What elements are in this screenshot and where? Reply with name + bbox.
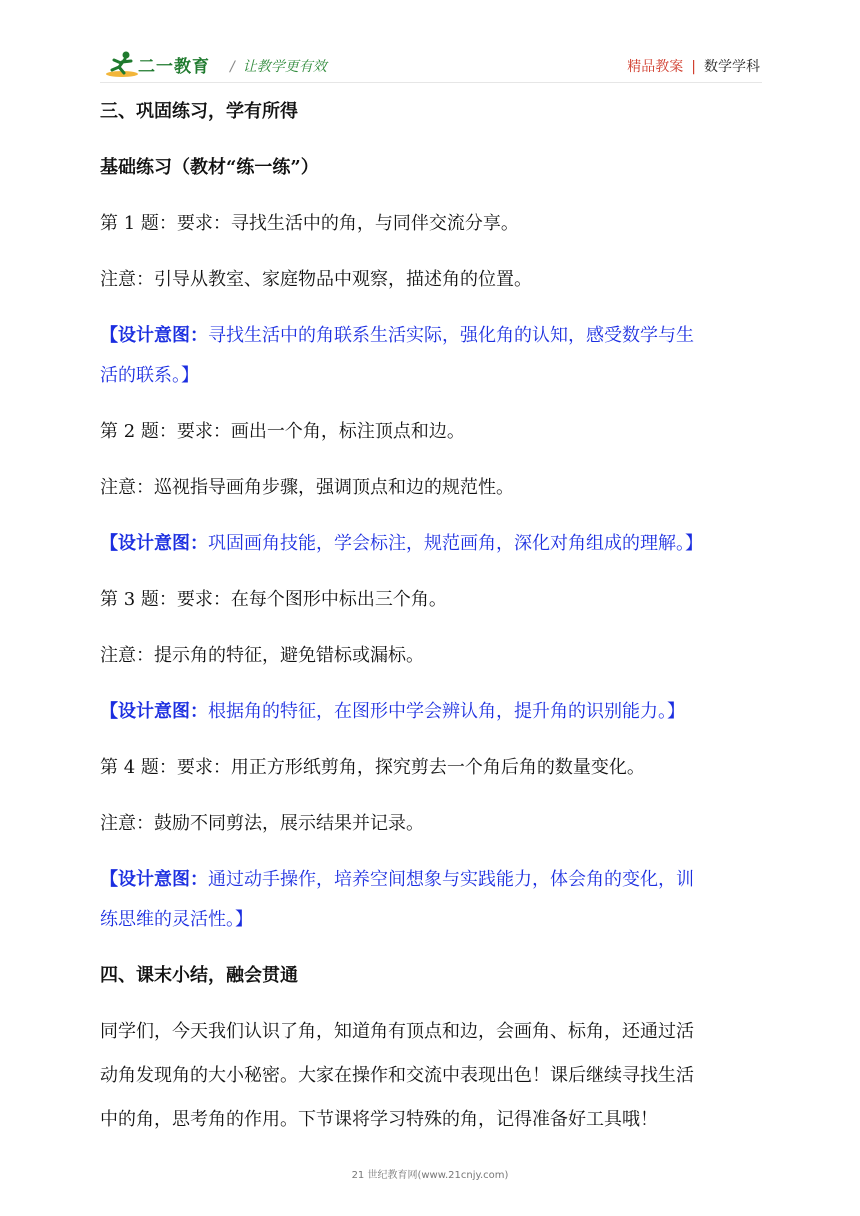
design-intent-text: 寻找生活中的角联系生活实际，强化角的认知，感受数学与生	[208, 325, 694, 346]
design-intent-3	[100, 696, 762, 728]
summary-line-2: 动角发现角的大小秘密。大家在操作和交流中表现出色！课后继续寻找生活	[100, 1065, 694, 1086]
page-footer: 21 世纪教育网(www.21cnjy.com)	[351, 1170, 509, 1181]
logo-text: 二一教育	[138, 57, 210, 77]
question-4: 第 4 题：要求：用正方形纸剪角，探究剪去一个角后角的数量变化。	[100, 757, 645, 778]
design-intent-text: 练思维的灵活性。】	[100, 909, 253, 930]
question-1-note: 注意：引导从教室、家庭物品中观察，描述角的位置。	[100, 269, 532, 290]
tag-premium-lesson: 精品教案	[627, 59, 684, 75]
design-intent-1	[100, 320, 762, 352]
design-intent-2	[100, 528, 762, 560]
question-2: 第 2 题：要求：画出一个角，标注顶点和边。	[100, 421, 465, 442]
design-intent-label: 【设计意图：	[100, 701, 208, 722]
document-body	[100, 96, 762, 1136]
design-intent-text: 巩固画角技能，学会标注，规范画角，深化对角组成的理解。】	[208, 533, 703, 554]
summary-line-3: 中的角，思考角的作用。下节课将学习特殊的角，记得准备好工具哦！	[100, 1109, 658, 1130]
tag-subject: 数学学科	[704, 59, 760, 75]
design-intent-text: 通过动手操作，培养空间想象与实践能力，体会角的变化，训	[208, 869, 694, 890]
question-4-note: 注意：鼓励不同剪法，展示结果并记录。	[100, 813, 424, 834]
question-1: 第 1 题：要求：寻找生活中的角，与同伴交流分享。	[100, 213, 519, 234]
design-intent-text: 活的联系。】	[100, 365, 199, 386]
question-3: 第 3 题：要求：在每个图形中标出三个角。	[100, 589, 447, 610]
slogan	[230, 56, 327, 76]
slogan-separator: /	[230, 59, 235, 75]
design-intent-text: 根据角的特征，在图形中学会辨认角，提升角的识别能力。】	[208, 701, 685, 722]
section4-title: 四、课末小结，融会贯通	[100, 965, 298, 986]
design-intent-4-cont	[100, 904, 762, 936]
tag-separator: |	[691, 59, 696, 75]
design-intent-label: 【设计意图：	[100, 869, 208, 890]
question-3-note: 注意：提示角的特征，避免错标或漏标。	[100, 645, 424, 666]
design-intent-1-cont	[100, 360, 762, 392]
summary-line-1: 同学们，今天我们认识了角，知道角有顶点和边，会画角、标角，还通过活	[100, 1021, 694, 1042]
design-intent-label: 【设计意图：	[100, 533, 208, 554]
design-intent-4	[100, 864, 762, 896]
design-intent-label: 【设计意图：	[100, 325, 208, 346]
header-divider	[100, 82, 762, 83]
slogan-text: 让教学更有效	[242, 59, 327, 75]
page-header	[100, 44, 762, 80]
header-tags	[627, 56, 760, 76]
basic-practice-title: 基础练习（教材“练一练”）	[100, 157, 319, 178]
section3-title: 三、巩固练习，学有所得	[100, 101, 298, 122]
question-2-note: 注意：巡视指导画角步骤，强调顶点和边的规范性。	[100, 477, 514, 498]
